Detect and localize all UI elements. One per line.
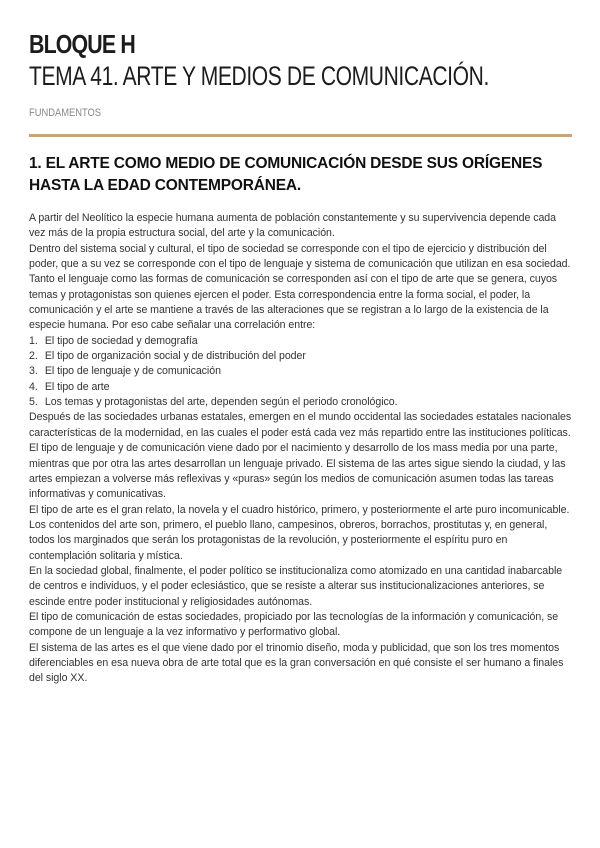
list-number: 5. <box>29 396 38 409</box>
list-number: 4. <box>29 380 38 393</box>
section-heading: 1. EL ARTE COMO MEDIO DE COMUNICACIÓN DESDE SUS ORÍGENES HASTA LA EDAD CONTEMPORÁNEA. <box>29 155 543 194</box>
list-item <box>29 349 574 364</box>
paragraph: En la sociedad global, finalmente, el poder político se institucionaliza como atomizado en una cantidad inabarcable de centros e individuos, y el poder eclesiástico, que se resiste a alterar sus institucionalizaciones anteriores, se escinde entre poder institucional y religiosidades autónomas. <box>29 564 563 608</box>
paragraph: Después de las sociedades urbanas estatales, emergen en el mundo occidental las sociedades estatales nacionales características de la modernidad, en las cuales el poder está cada vez más repartido entre las instituciones políticas. <box>29 411 572 439</box>
paragraph: A partir del Neolítico la especie humana aumenta de población constantemente y su supervivencia depende cada vez más de la propia estructura social, del arte y la comunicación. <box>29 212 556 240</box>
list-item <box>29 395 574 410</box>
correlation-list <box>29 334 574 411</box>
body-text <box>29 211 574 687</box>
section-label: FUNDAMENTOS <box>29 107 102 119</box>
list-text: El tipo de arte <box>44 380 110 393</box>
list-text: Los temas y protagonistas del arte, dependen según el periodo cronológico. <box>44 396 398 409</box>
list-text: El tipo de sociedad y demografía <box>44 334 198 347</box>
list-number: 3. <box>29 365 38 378</box>
paragraph: El tipo de comunicación de estas sociedades, propiciado por las tecnologías de la información y comunicación, se compone de un lenguaje a la vez informativo y performativo global. <box>29 610 559 639</box>
divider-rule <box>29 134 572 137</box>
paragraph: El sistema de las artes es el que viene dado por el trinomio diseño, moda y publicidad, que son los tres momentos diferenciables en esa nueva obra de arte total que es la gran conversación en qué consiste el ser humano a finales del siglo XX. <box>29 641 564 685</box>
list-text: El tipo de organización social y de distribución del poder <box>44 350 306 363</box>
block-title: BLOQUE H <box>29 29 135 59</box>
list-text: El tipo de lenguaje y de comunicación <box>44 365 221 378</box>
paragraph: Dentro del sistema social y cultural, el tipo de sociedad se corresponde con el tipo de ejercicio y distribución del poder, que a su vez se corresponde con el tipo de lenguaje y sistema de comunicación que utilizan en esa sociedad. Tanto el lenguaje como las formas de comunicación se corresponden así con el tipo de arte que se genera, cuyos temas y protagonistas son quienes ejercen el poder. Esta correspondencia entre la forma social, el poder, la comunicación y el arte se mantiene a través de las alteraciones que se registran a lo largo de la existencia de la especie humana. Por eso cabe señalar una correlación entre: <box>29 242 571 332</box>
list-item <box>29 364 574 379</box>
paragraph: El tipo de lenguaje y de comunicación viene dado por el nacimiento y desarrollo de los mass media por una parte, mientras que por otra las artes desarrollan un lenguaje privado. El sistema de las artes sigue siendo la ciudad, y las artes empiezan a volverse más reflexivas y «puras» según los medios de comunicación asumen todas las tareas informativas y comunicativas. <box>29 442 566 501</box>
topic-title: TEMA 41. ARTE Y MEDIOS DE COMUNICACIÓN. <box>29 61 489 91</box>
list-item <box>29 334 574 349</box>
list-number: 2. <box>29 350 38 363</box>
list-item <box>29 380 574 395</box>
paragraph: El tipo de arte es el gran relato, la novela y el cuadro histórico, primero, y posteriormente el arte puro incomunicable. Los contenidos del arte son, primero, el pueblo llano, campesinos, obreros, borrachos, prostitutas y, en general, todos los marginados que serán los protagonistas de la revolución, y posteriormente el espíritu puro en contemplación solitaria y mística. <box>29 503 570 562</box>
list-number: 1. <box>29 334 38 347</box>
